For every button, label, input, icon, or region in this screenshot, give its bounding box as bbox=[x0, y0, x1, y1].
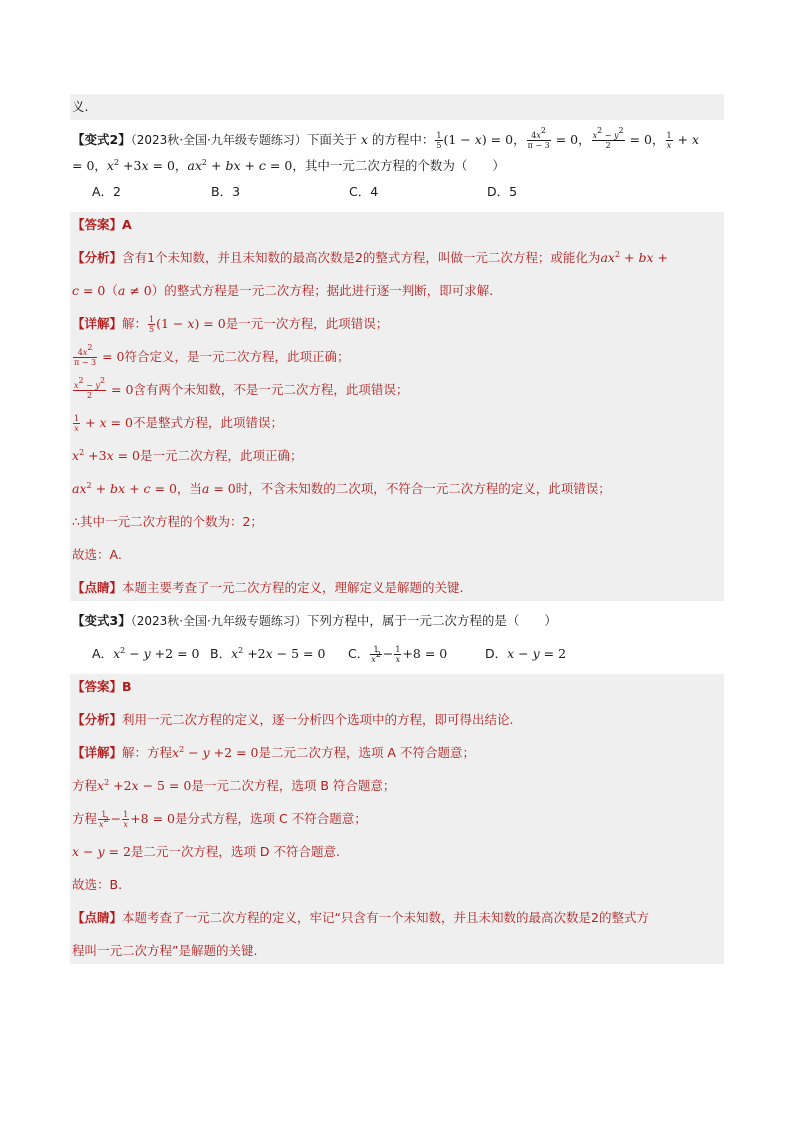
q2-option-b: B．3 bbox=[211, 184, 241, 199]
q3-stem: 【变式3】（2023秋·全国·九年级专题练习）下列方程中，属于一元二次方程的是（ ） bbox=[72, 613, 557, 628]
q2-options bbox=[70, 179, 724, 205]
q2-source: （2023秋·全国·九年级专题练习） bbox=[130, 133, 307, 147]
document-page bbox=[70, 94, 724, 964]
q2-tag: 【变式2】 bbox=[72, 132, 131, 147]
q2-comment: 【点睛】本题主要考查了一元二次方程的定义，理解定义是解题的关键. bbox=[70, 575, 724, 601]
q2-detail-2: $\frac{4x^2}{\pi - 3}$ = 0符合定义，是一元二次方程，此项正确； bbox=[70, 344, 724, 370]
q2-choose: 故选：A. bbox=[70, 542, 724, 568]
q2-detail-3: $\frac{x^2 - y^2}{2}$ = 0含有两个未知数，不是一元二次方程，此项错误； bbox=[70, 377, 724, 403]
q3-answer: 【答案】B bbox=[70, 674, 724, 700]
q3-option-c: C． $\frac{1}{x^2}$ − $\frac{1}{x}$ +8 = 0 bbox=[348, 645, 448, 664]
q2-option-a: A．2 bbox=[92, 184, 122, 199]
q2-analysis-line1: 【分析】含有1个未知数，并且未知数的最高次数是2的整式方程，叫做一元二次方程；或能化为$ax^2$ + bx + bbox=[70, 245, 724, 271]
q2-answer: 【答案】A bbox=[70, 212, 724, 238]
q3-detail-1: 【详解】解：方程$x^2 - y +2 = 0$是二元二次方程，选项 A 不符合题意； bbox=[70, 740, 724, 766]
q3-source: （2023秋·全国·九年级专题练习） bbox=[130, 614, 307, 628]
q3-detail-3: 方程 $\frac{1}{x^2}$ − $\frac{1}{x}$ +8 = 0是分式方程，选项 C 不符合题意； bbox=[70, 806, 724, 832]
q2-detail-6: $ax^2$ + bx + c = 0，当a = 0时，不含未知数的二次项，不符合一元二次方程的定义，此项错误； bbox=[70, 476, 724, 502]
q3-comment-line2: 程叫一元二次方程”是解题的关键. bbox=[70, 938, 724, 964]
q3-comment-line1: 【点睛】本题考查了一元二次方程的定义，牢记“只含有一个未知数，并且未知数的最高次数是2的整式方 bbox=[70, 905, 724, 931]
q2-detail-5: $x^2 +3x = 0$是一元二次方程，此项正确； bbox=[70, 443, 724, 469]
q3-tag: 【变式3】 bbox=[72, 613, 131, 628]
q2-option-d: D．5 bbox=[487, 184, 518, 199]
q2-stem-line1: 【变式2】（2023秋·全国·九年级专题练习）下面关于 x 的方程中： $\frac{1}{5}$ (1 − x) = 0， $\frac{4x^2}{\pi - 3}$ = 0， $\frac{x^2 - y^2}{2}$ = 0， $\frac{1}{x}$ + x bbox=[72, 126, 700, 150]
q2-analysis-line2: c = 0（a ≠ 0）的整式方程是一元二次方程；据此进行逐一判断，即可求解. bbox=[70, 278, 724, 304]
q2-stem-line2: = 0，$x^2 +3x = 0$，$ax^2$ + bx + c = 0，其中一元二次方程的个数为（ ） bbox=[72, 158, 505, 173]
q2-equation-list: $\frac{1}{5}$ (1 − x) = 0， $\frac{4x^2}{\pi - 3}$ = 0， $\frac{x^2 - y^2}{2}$ = 0， $\frac{1}{x}$ + x bbox=[436, 126, 700, 150]
prev-solution-tail: 义. bbox=[70, 94, 724, 120]
q3-choose: 故选：B. bbox=[70, 872, 724, 898]
q2-option-c: C．4 bbox=[349, 184, 379, 199]
q2-detail-7: ∴其中一元二次方程的个数为：2； bbox=[70, 509, 724, 535]
q2-detail-4: $\frac{1}{x}$ + x = 0不是整式方程，此项错误； bbox=[70, 410, 724, 436]
q3-option-a: A．$x^2 - y +2 = 0$ bbox=[92, 646, 200, 661]
q3-option-b: B．$x^2 +2x - 5 = 0$ bbox=[210, 646, 326, 661]
q3-options bbox=[70, 641, 724, 667]
q3-analysis: 【分析】利用一元二次方程的定义，逐一分析四个选项中的方程，即可得出结论. bbox=[70, 707, 724, 733]
q3-option-d: D．x − y = 2 bbox=[485, 646, 567, 661]
q3-detail-4: x − y = 2是二元一次方程，选项 D 不符合题意. bbox=[70, 839, 724, 865]
q2-detail-1: 【详解】解： $\frac{1}{5}$ (1 − x) = 0是一元一次方程，此项错误； bbox=[70, 311, 724, 337]
q3-detail-2: 方程$x^2 +2x - 5 = 0$是一元二次方程，选项 B 符合题意； bbox=[70, 773, 724, 799]
